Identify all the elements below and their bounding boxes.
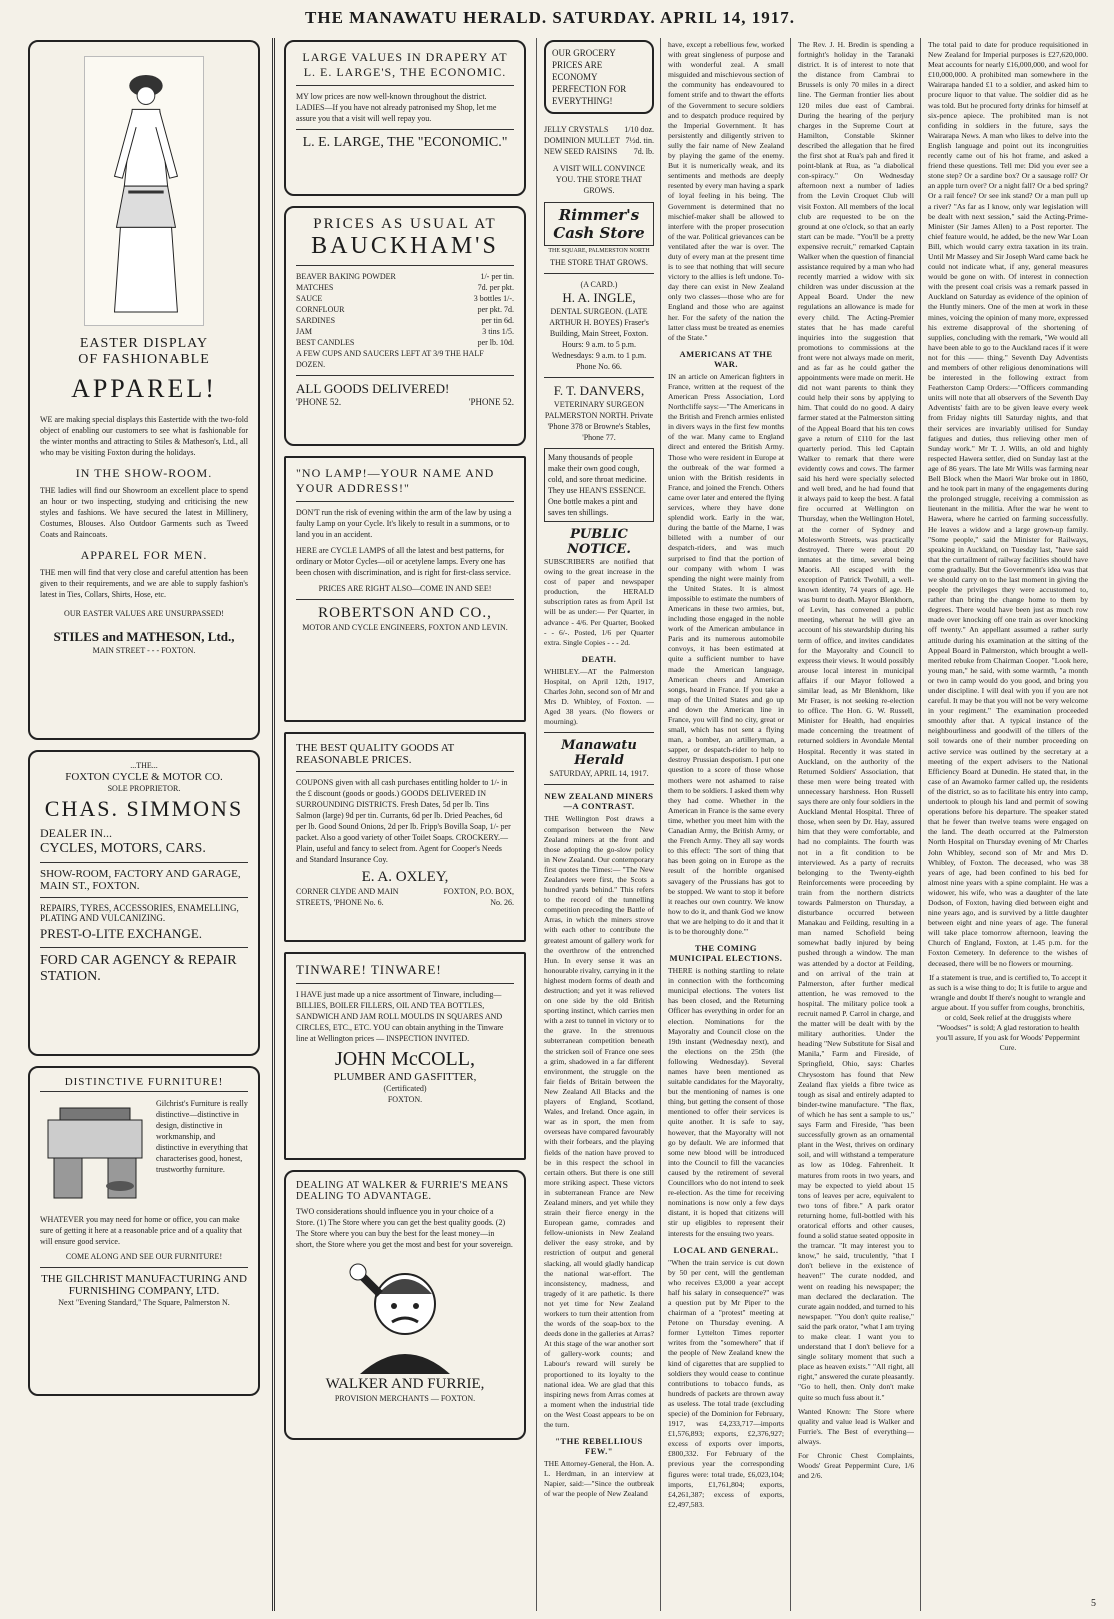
lamp-text-1: DON'T run the risk of evening within the arm of the law by using a faulty Lamp on your Cycle. It's likely to result in a summons, or to land you in an accident. — [296, 508, 512, 539]
stiles-address: MAIN STREET - - - FOXTON. — [92, 646, 196, 655]
bauckham-item-name: BEAVER BAKING POWDER — [296, 272, 396, 281]
walker-trade: PROVISION MERCHANTS — FOXTON. — [334, 1394, 476, 1403]
miners-text: THE Wellington Post draws a comparison between the New Zealand miners at the front and those adopting the go-slow policy in New Zealand. Our contemporary first quotes the Times:— "The New Zealanders were first, the Scots a hundred yards behind." This refers to the record of the tunnelling competition preceding the Battle of Arras, in which the miners strove with each other to contribute the greatest amount of gallery work for the overthrow of the entrenched Hun. In every sense it was an honourable rivalry, carrying in it the highest modern forms of death and destruction; and yet it was relieved on one side by the old British sporting instinct, which carries men with a zest to tunnel in victory or to the grave. In the strenuous subterranean competition beneath the stricken soil of France one sees a grim, shadowed in a far different environment, the struggle on the fair fields of Britain between the New Zealand All Blacks and the players of England, Scotland, Wales, and Ireland. Once again, in war as in sport, the men from overseas have compared favourably with their forbears, and the playing fields of the nation have proved to be in this respect the school in certain others. But there is one still more striking aspect. These victors in subterranean France are New Zealand miners, and yet while they strain their fierce energy in the European game, comrades and fellow-unionists in New Zealand deliver the easy stroke, and by restriction of output and general slacking, all would gladly handicap the national war-effort. The inconsistency, madness, and tragedy of it are pathetic. Is there not yet time for New Zealand workers to turn their attention from the words of the soap-box to the deeds done in the galleries at Arras? At this stage of the war another sort of gallery-work counts; and Labour's reward will surely be proportioned to its loyalty to the national idea. We are glad that this inspiring news from Arras comes at a moment when the industrial tide on the West Coast appears to be on the turn. — [544, 814, 654, 1430]
bauckham-item-price: 1/- per tin. — [480, 272, 514, 281]
bauckham-row — [296, 337, 514, 348]
thinking-man-illustration — [320, 1254, 490, 1374]
bauckham-ad — [284, 206, 526, 446]
desk-illustration — [40, 1098, 150, 1208]
bauckham-title: PRICES AS USUAL AT — [313, 216, 497, 232]
furniture-text: Gilchrist's Furniture is really distinctive—distinctive in design, distinctive in workmanship, and distinctive in everything that characterises good, honest, trustworthy furniture. — [156, 1099, 248, 1174]
herald-date: SATURDAY, APRIL 14, 1917. — [549, 769, 649, 779]
oxley-text: COUPONS given with all cash purchases entitling holder to 1/- in the £ discount (goods or goods.) GOODS DELIVERED IN SURROUNDING DISTRICTS. Fresh Dates, 5d per lb. Tins Salmon (large) 9d per tin. Currants, 6d per lb. Dried Peaches, 6d per lb. Good Sound Onions, 2d per lb. Fripp's Bovilla Soap, 1/- per packet. Also a good variety of other Toilet Soaps. CROCKERY.—Plain, useful and fancy to select from. Agent for Cooper's Needs and Standard Insurance Coy. — [296, 778, 511, 864]
cycle-prest: PREST-O-LITE EXCHANGE. — [40, 926, 203, 941]
easter-values: OUR EASTER VALUES ARE UNSURPASSED! — [64, 609, 224, 618]
large-text: MY low prices are now well-known throughout the district. LADIES—If you have not already patronised my Shop, let me assure you that a visit will well repay you. — [296, 92, 497, 123]
chronic-chest: For Chronic Chest Complaints, Woods' Great Peppermint Cure, 1/6 and 2/6. — [798, 1451, 914, 1481]
walker-text: TWO considerations should influence you in your choice of a Store. (1) The Store where you can get the best quality goods. (2) The Store where you can buy the best for the least money—in short, the Store where you get the most and best for your sovereign. — [296, 1207, 513, 1249]
foxton-cycle-ad — [28, 750, 260, 1056]
grocery-row — [544, 135, 654, 146]
cycle-dealer: DEALER IN... — [40, 826, 112, 840]
mccoll-cert: (Certificated) — [383, 1084, 427, 1093]
easter-line-2: OF FASHIONABLE — [78, 352, 210, 367]
column-5-text: The Rev. J. H. Bredin is spending a fortnight's holiday in the Taranaki district. It is of interest to note that the distance from Cambrai to Brussels is only 70 miles in a direct line. The German frontier lies about 120 miles due east of Cambrai. During the hearing of the perjury charges in the Supreme Court at Hamilton, Constable Skinner described the allegation that he fired the first shot at Rua's pah and fired it point-blank at Rua, as "a diabolical con-spiracy." On Wednesday afternoon next a number of ladies from the Levin Croquet Club will visit Foxton. All members of the local club are requested to be on the ground at one o'clock, so that an early start can be made. "You'll be a pretty expensive recruit," remarked Captain Walker when the question of financial assistance required by a man who had recently married a widow with six children was under discussion at the Appeal Board. Under the new regulations an allowance is made for every child. The Acting-Premier states that he has made careful inquiries into the suggestion that promotions to commissions at the front were not always made on merit, and as far as he could gather the appointments were made on merit. He did not want parents to think they could help their sons by applying to him. That could do no good. A dairy farmer stated at the Palmerston sitting of the Appeal Board that his ten cows gave a return of £110 for the last quarterly period. This led Captain Walker to remark that there were evidently cows and cows. The farmer said his herd were specially selected and well bred, and he had found that it always paid to keep the best. A fatal fire occurred at Wellington on Thursday, when the Wellington Hotel, at the corner of Sydney and Molesworth Streets, was practically destroyed. There were about 20 inmates at the time, several being Maoris. All escaped with the exception of Patrick Twohill, a well-known identity, 74 years of age. He was burnt to death. Mayor Blenkhorn, of Levin, has convened a public meeting, whereat he will give an account of his stewardship during his term of office, and invites candidates for the Mayoralty and Council to express their views. It would possibly arouse local interest in municipal affairs if our Mayor followed a similar lead, as Mr Blenkhorn, like Mr Fraser, is not seeking re-election to office. The Hon. G. W. Russell, Minister for Health, had enquiries made concerning the treatment of returned soldiers in Avondale Mental Hospital. Recently it was stated in Auckland, on the authority of the Returned Soldiers' Association, that these men were being treated with unnecessary harshness. Hon Russell says there are only four soldiers in the Auckland Mental Hospital. Three of those, when seen by Dr. Hay, assured him that they were comfortable, and had no complaints. The fourth was not in a fit condition to be interviewed. As a party of recruits belonging to the Twenty-eighth Reinforcements were proceeding by train from the northern districts towards Palmerston on Thursday, a disturbance occurred between Manakau and Feilding, resulting in a man named Schofield being somewhat badly injured by being pushed through a window. The man was attended by a doctor at Feilding, and on arrival of the train at Palmerston, after further medical attention, he was removed to the hospital. The military police took a recruit named P. Carrol in charge, and the matter will be dealt with by the military authorities. Under the heading "New Substitute for Sisal and Manila," Farm and Fireside, of Springfield, Ohio, says: Charles Chrysostom has found that New Zealand flax yields a fibre twice as tough as sisal and entirely adapted to binder-twine manufacture. "The flax, of which he has sent a sample to us," says Farm and Fireside, "has been successfully grown as an ornamental plant in the West, thrives on ordinary soil, and will withstand a temperature as low as 10deg. Fahrenheit. It matures from roots in two years, and may be expected to yield about 15 tons of leaves per acre, equivalent to two tons of fibre." A park orator returning home, full-bottled with his oratorical efforts and other causes, found a solid statue seated opposite in the tramcar. "It may interest you to know," he said, truculently, "that I don't believe in the existence of heaven!" The curate nodded, and went on reading his newspaper; the man declared the declaration. The curate again nodded, and turned to his newspaper. "You don't quite realise," said the park orator, "what I am trying to make clear. I want you to understand that I don't believe for a single solitary moment that such a place as heaven exists." "All right, all right," answered the curate pleasantly. "Go to hell, then. Only don't make quite so much fuss about it." — [798, 40, 914, 1402]
miners-heading: NEW ZEALAND MINERS—A CONTRAST. — [544, 791, 654, 812]
mccoll-firm: JOHN McCOLL, — [335, 1048, 475, 1070]
bauckham-row — [296, 271, 514, 282]
bauckham-row — [296, 326, 514, 337]
oxley-ad — [284, 732, 526, 942]
cycle-ford: FORD CAR AGENCY & REPAIR STATION. — [40, 953, 237, 984]
lamp-prices: PRICES ARE RIGHT ALSO—COME IN AND SEE! — [318, 584, 492, 593]
fashion-figure-illustration — [84, 56, 204, 326]
municipal-heading: THE COMING MUNICIPAL ELECTIONS. — [669, 943, 783, 964]
bauckham-item-name: BEST CANDLES — [296, 338, 355, 347]
bauckham-item-price: per pkt. 7d. — [477, 305, 514, 314]
mccoll-trade: PLUMBER AND GASFITTER, — [333, 1071, 477, 1083]
bauckham-phone-left: 'PHONE 52. — [296, 397, 342, 407]
column-rule — [536, 38, 537, 1611]
municipal-text: THERE is nothing startling to relate in connection with the forthcoming municipal elections. The voters list has been closed, and the Returning Officer has everything in order for an election. Nominations for the Mayoralty and Council close on the 19th instant (Wednesday next), and the elections on the 25th (the following Wednesday). Several names have been mentioned as suitable candidates for the Mayoralty, but the mentioning of names is one thing, but getting the consent of those mentioned to offer their services is quite another. It is safe to say, however, that the Mayoralty will not go by default. We are informed that some new blood will be introduced into the Council to fill the vacancies caused by the retirement of several Councillors who do not intend to seek re-election. As the time for receiving nominations is now only a few days distant, it is hoped that citizens will stir up eligibles to represent their interests for the ensuing two years. — [668, 966, 784, 1238]
hean-essence-ad: Many thousands of people make their own good cough, cold, and sore throat medicine. They use HEAN'S ESSENCE. One bottle makes a pint and saves ten shillings. — [544, 448, 654, 522]
cycle-goods: CYCLES, MOTORS, CARS. — [40, 841, 206, 856]
grocery-row — [544, 124, 654, 135]
bauckham-item-name: SARDINES — [296, 316, 336, 325]
gilchrist-firm: THE GILCHRIST MANUFACTURING AND FURNISHING COMPANY, LTD. — [41, 1273, 247, 1297]
rebellious-heading: "THE REBELLIOUS FEW." — [555, 1436, 643, 1457]
large-title: LARGE VALUES IN DRAPERY AT L. E. LARGE'S, THE ECONOMIC. — [302, 50, 508, 79]
death-text: WHIBLEY.—AT the Palmerston Hospital, on April 12th, 1917, Charles John, second son of Mr and Mrs D. Whibley, of Foxton. —Aged 38 years. (No flowers or mourning). — [544, 666, 654, 727]
ingle-card: (A CARD.) — [580, 280, 618, 289]
grocery-prices-ad — [544, 40, 654, 114]
walker-firm: WALKER AND FURRIE, — [325, 1376, 485, 1392]
bauckham-price-list — [296, 271, 514, 348]
bauckham-row — [296, 315, 514, 326]
grocery-title: OUR GROCERY PRICES ARE ECONOMY PERFECTION FOR EVERYTHING! — [552, 48, 627, 106]
local-general-heading: LOCAL AND GENERAL. — [673, 1244, 779, 1255]
column-6 — [928, 40, 1088, 1607]
easter-line-3: APPAREL! — [71, 374, 217, 403]
furniture-title: DISTINCTIVE FURNITURE! — [40, 1076, 248, 1092]
grocery-item-price: 7d. lb. — [633, 147, 654, 156]
woods-poem: If a statement is true, and is certified to, To accept it as such is a wise thing to do; It is futile to argue and wrangle and doubt If there's nought to wrangle and argue about. If you suffer from coughs, bronchitis, or cold, Seek relief at the druggists where "Woodses'" is sold; A glad restoration to health you'll assure, If you ask for Woods' Peppermint Cure. — [929, 972, 1087, 1053]
americans-heading: AMERICANS AT THE WAR. — [679, 348, 773, 369]
walker-title: DEALING AT WALKER & FURRIE'S MEANS DEALING TO ADVANTAGE. — [296, 1180, 509, 1202]
oxley-address-left: CORNER CLYDE AND MAIN STREETS, 'PHONE No. 6. — [296, 887, 399, 907]
men-heading: APPAREL FOR MEN. — [80, 548, 208, 562]
bauckham-cups: A FEW CUPS AND SAUCERS LEFT AT 3/9 THE HALF DOZEN. — [296, 349, 484, 369]
lamp-title: "NO LAMP!—YOUR NAME AND YOUR ADDRESS!" — [296, 466, 495, 495]
danvers-name: F. T. DANVERS, — [553, 383, 645, 398]
bauckham-item-name: CORNFLOUR — [296, 305, 345, 314]
grocery-visit: A VISIT WILL CONVINCE YOU. THE STORE THAT GROWS. — [552, 164, 646, 195]
bauckham-item-price: per lb. 10d. — [477, 338, 514, 347]
death-heading: DEATH. — [581, 653, 617, 664]
column-1 — [28, 40, 260, 1607]
cycle-company: FOXTON CYCLE & MOTOR CO. — [65, 771, 223, 783]
bauckham-item-price: 7d. per pkt. — [477, 283, 514, 292]
cycle-showroom: SHOW-ROOM, FACTORY AND GARAGE, MAIN ST., FOXTON. — [40, 868, 241, 892]
cycle-sole: SOLE PROPRIETOR. — [107, 784, 181, 793]
bauckham-delivered: ALL GOODS DELIVERED! — [296, 381, 450, 396]
column-rule — [790, 38, 791, 1611]
bauckham-item-name: SAUCE — [296, 294, 323, 303]
bauckham-item-price: 3 tins 1/5. — [482, 327, 514, 336]
cycle-owner: CHAS. SIMMONS — [44, 796, 244, 821]
column-4 — [668, 40, 784, 1607]
bauckham-item-name: MATCHES — [296, 283, 334, 292]
grocery-row — [544, 146, 654, 157]
showroom-heading: IN THE SHOW-ROOM. — [75, 466, 213, 480]
gilchrist-furniture-ad — [28, 1066, 260, 1396]
mccoll-tinware-ad — [284, 952, 526, 1160]
grocery-item-name: JELLY CRYSTALS — [544, 125, 609, 134]
gilchrist-address: Next "Evening Standard," The Square, Palmerston N. — [58, 1298, 230, 1307]
bauckham-item-name: JAM — [296, 327, 313, 336]
page-number: 5 — [1091, 1598, 1096, 1609]
mccoll-town: FOXTON. — [387, 1095, 423, 1104]
grocery-item-name: DOMINION MULLET — [544, 136, 620, 145]
grocery-item-name: NEW SEED RAISINS — [544, 147, 618, 156]
cycle-repairs: REPAIRS, TYRES, ACCESSORIES, ENAMELLING, PLATING AND VULCANIZING. — [40, 903, 239, 923]
oxley-firm: E. A. OXLEY, — [361, 869, 449, 885]
furniture-come: COME ALONG AND SEE OUR FURNITURE! — [65, 1252, 223, 1261]
easter-display-ad — [28, 40, 260, 740]
large-drapery-ad — [284, 40, 526, 196]
easter-intro: WE are making special displays this Eastertide with the two-fold object of enabling our customers to see what is fashionable for the winter months and attracting to Stiles & Matheson's, Ltd., all who may be visiting Foxton during the holidays. — [40, 415, 248, 457]
furniture-whatever: WHATEVER you may need for home or office, you can make sure of getting it here at a reasonable price and of a quality that will ensure good service. — [40, 1215, 242, 1246]
herald-title: Manawatu Herald — [561, 738, 637, 769]
bauckham-row — [296, 293, 514, 304]
oxley-title: THE BEST QUALITY GOODS AT REASONABLE PRICES. — [296, 742, 455, 766]
robertson-firm: ROBERTSON AND CO., — [318, 605, 492, 621]
ingle-name: H. A. INGLE, — [562, 290, 636, 305]
walker-furrie-ad — [284, 1170, 526, 1440]
rebellious-text: THE Attorney-General, the Hon. A. L. Herdman, in an interview at Napier, said:—"Since the outbreak of war the people of New Zealand — [544, 1459, 654, 1499]
rebellious-continued: have, except a rebellious few, worked with great singleness of purpose and with wonderful zeal. A small misguided and mischievous section of the community has endeavoured to foment strife and to thwart the efforts of the Government to secure soldiers and to despatch produce required by the Imperial Government. It has persistently and diligently striven to sully the fair name of New Zealand by playing the game of the enemy. But it is numerically weak, and its sentiments and methods are deeply resented by every man having a spark of loyal feeling in his being. The Government is determined that no mischief-maker shall be allowed to interfere with the proper prosecution of the war. Political grievances can be ventilated after the war is over. The duty of every man at the present time is to see that nothing that will secure victory to the allies is left undone. To-day there can exist in New Zealand only two classes—those who are for England and those who are against her. For the safety of the nation the latter class must be treated as enemies of the State." — [668, 40, 784, 342]
tinware-title: TINWARE! TINWARE! — [296, 962, 442, 977]
bauckham-row — [296, 282, 514, 293]
rimmers-tag: THE STORE THAT GROWS. — [550, 258, 648, 267]
rimmers-sub: THE SQUARE, PALMERSTON NORTH — [548, 248, 650, 254]
column-5 — [798, 40, 914, 1607]
tinware-text: I HAVE just made up a nice assortment of Tinware, including— BILLIES, BOILER FILLERS, OIL AND TEA BOTTLES, SANDWICH AND JAM ROLL MOULDS IN SQUARES AND CIRCLES, ETC., ETC. YOU can obtain anything in the Tinware line at Wellington prices — INSPECTION INVITED. — [296, 990, 504, 1043]
column-6-text: The total paid to date for produce requisitioned in New Zealand for Imperial purposes is £27,620,000. Meat accounts for nearly £16,000,000, and wool for £10,000,000. A prohibited man somewhere in the Wairarapa handed £1 to a soldier, and asked him to procure liquor to that value. The soldier did as he was told. But he procured forty drinks for himself at six-pence apiece. The prohibited man is not confiding in soldiers in the future, says the Wairarapa News. A man who likes to delve into the English language and point out its incongruities recently came out of his hot frame, and asked a friend these questions. Tell me: Did you ever see a stone step? Or a sardine box? Or a sausage roll? Or an apple turn over? Or a night fall? Or a bed spring? Or a rail fence? Or see ink stand? Or a man pull up a river? "As far as I know, only war legislation will be dealt with next session," said the Acting-Prime-Minister (Sir James Allen) to a Post reporter. The chief feature would, he added, be the new War Loan Bill, which would carry extra taxation in its train. Until Mr Massey and Sir Joseph Ward came back he could not indicate what, if any, general measures would be gone on with. Of interest in connection with the present coal crisis was a remark passed in Auckland on Saturday as evidence of the opinion of the Huntly miners. One of the men at work in these mines, voicing the opinion of many more, expressed his extreme disapproval of the shortening of supplies, concluding with the remark, "We would all have been able to go to the Auckland races if it were not for this —— thing." Seventh Day Adventists and members of other religious denominations will be interested in the following extract from Featherston Camp Orders:—"Officers commanding units will note that all observers of the Seventh Day Adventists' faith are to be given leave every week from Friday nights till Saturday nights, and that their services are invariably utilised for Sunday fatigues and duties, thus relieving other men of Sunday work." Mr T. J. Wills, an old and highly respected Hawera settler, died on Sunday last at the age of 86 years. The late Mr Wills was farming near Bell Block when the Maori War broke out in 1860, and he took part in many of the engagements during the prolonged struggle, receiving a commission as lieutenant in the militia. After the war he went to Hawera, where he carried on farming successfully. He leaves a widow and a large grown-up family. "Some people," said the Minister for Railways, speaking in Auckland, on Tuesday last, "have said that the curtailment of railway facilities should have come gradually. But the Government's idea was that we should carry on to the last moment in giving the people the privileges they were accustomed to, rather than bring the change home to them by degrees. There would have been just as much row made over knocking off one train as over knocking off twenty." An appellant assumed a rather surly attitude during his examination at the sitting of the Appeal Board in Palmerston, which brought a well-merited rebuke from Chairman Cooper. "Look here, young man," he said, with some warmth, "a month or two in camp would do you good, and bring you under discipline. I will deal with you if you are not careful. It may be that you will not be very welcome in your regiment." The examination proceeded smoothly after that. A typical instance of the neighbourliness and goodwill of the tillers of the soil towards one of their number proceeding on active service was outlined by the secretary at a meeting of the expert advisers to the National Efficiency Board at Dunedin. He stated that, in the case of an Awamoko farmer called up, the residents of the district, so as to facilitate his entry into camp, undertook to plough his land and permit of sowing operations before his departure. The speaker stated that he fewer than twelve teams were engaged on the land. The death occurred at the Palmerston North Hospital on Thursday evening of Mr Charles John Whibley, second son of Mr and Mrs D. Whibley, of Foxton. The deceased, who was 38 years of age, had been confined to his bed for almost nine years with a spine complaint. He was a widower, his wife, who was a daughter of the late Dodson, of Foxton, having died between eight and nine years ago, and is survived by a little daughter between eight and nine years of age. The funeral will take place tomorrow afternoon, leaving the Church of England, Foxton, at 1.45 p.m. for the Foxton Cemetery. In deference to the wishes of deceased, there will be no flowers or mourning. — [928, 40, 1088, 968]
bauckham-row — [296, 304, 514, 315]
masthead: THE MANAWATU HERALD. SATURDAY. APRIL 14, 1917. — [305, 8, 795, 27]
cycle-the: ...THE... — [130, 761, 158, 770]
bauckham-item-price: 3 bottles 1/-. — [473, 294, 514, 303]
column-rule — [272, 38, 275, 1611]
robertson-lamp-ad — [284, 456, 526, 722]
showroom-text: THE ladies will find our Showroom an excellent place to spend an hour or two inspecting, studying and criticising the new styles and fashions. We have secured the latest in Millinery, Costumes, Blouses. Also Outdoor Garments such as Tweed Coats and Raincoats. — [40, 486, 248, 539]
ingle-text: DENTAL SURGEON. (LATE ARTHUR H. BOYES) Fraser's Building, Main Street, Foxton. Hours: 9 a.m. to 5 p.m. Wednesdays: 9 a.m. to 1 p.m. Phone No. 66. — [549, 307, 649, 371]
americans-text: IN an article on American fighters in France, written at the request of the American Press Association, Lord Northcliffe says:—"The Americans in the British and French armies enlisted in divers ways in the first few months of the war. Many came to England direct and entered the British Army. Those who were resident in Europe at the outbreak of the war formed a union with the British residents in France, and joined the French. Others came over later and entered the flying services, where they have done splendid work. Early in the war, during the battle of the Marne, I was billeted with a number of our despatch-riders, and was much surprised to find that the portion of our company with whom I was spending the night were mainly from the United States. It is almost impossible to estimate the numbers of Americans in these two armies, but, including those engaged in the noble work of the American ambulance in Paris and its numerous automobile convoys, it has been estimated at quite a sufficient number to have made the American language, American cheers and American songs, heard in France. If you take a map of the United States and go up and down the American line in France, you will find no city, great or small, which has not sent a flying man, a bomber, an artilleryman, a sapper, or despatch-rider to help to destroy Prussian despotism. I put one question to a score of those whose mothers were not ashamed to raise them to be soldiers. I asked them why they had come. Whether in the American in France is the same every time, whether you meet him with the Canadian Army, the British Army, or the French Army. They all say words to this effect: 'The sort of thing that has been going on in Europe as the result of the horrible organised savagery of the Prussians has got to be stopped. We want to stop it before it reaches our own country. We know how to do it, and thank God we know that we are helping to do it and that it is to be thoroughly done.'" — [668, 371, 784, 936]
grocery-item-price: 1/10 doz. — [624, 125, 654, 134]
wanted-known: Wanted Known: The Store where quality and value lead is Walker and Furrie's. The Best of everything—always. — [798, 1406, 914, 1446]
column-rule — [660, 38, 661, 1611]
column-rule — [920, 38, 921, 1611]
local-general-text: "When the train service is cut down by 50 per cent, will the gentleman who receives £3,000 a year accept half his salary in consequence?" was a question put by Mr Piper to the chairman of a "protest" meeting at Petone on Thursday evening. A former Lyttelton Times reporter writes from the "somewhere" that if the people of New Zealand knew the kind of cigarettes that are supplied to soldiers they would cease to continue contributions to tobacco funds, as hundreds of packets are thrown away as useless. The total trade (excluding specie) of the Dominion for February, 1917, was £4,233,717—imports £1,576,893; exports, £2,376,927; excess of exports over imports, £800,332. For February of the previous year the corresponding figures were: total trade, £6,023,104; imports, £1,761,804; exports, £4,261,387; excess of exports, £2,497,583. — [668, 1257, 784, 1509]
oxley-address-right: FOXTON, P.O. BOX, No. 26. — [443, 887, 514, 907]
stiles-matheson: STILES and MATHESON, Ltd., — [53, 629, 235, 644]
danvers-text: VETERINARY SURGEON PALMERSTON NORTH. Private 'Phone 378 or Browne's Stables, 'Phone 77. — [544, 400, 654, 442]
grocery-item-price: 7½d. tin. — [625, 136, 654, 145]
robertson-trade: MOTOR AND CYCLE ENGINEERS, FOXTON AND LEVIN. — [302, 623, 508, 632]
column-2 — [284, 40, 526, 1607]
large-signature: L. E. LARGE, THE "ECONOMIC." — [302, 135, 508, 150]
public-notice-text: SUBSCRIBERS are notified that owing to the great increase in the cost of paper and newspaper production, the HERALD subscription rates as from April 1st will be as under:— Per Quarter, in advance - 4/6. Per Quarter, Booked - - 6/-. Posted, 1/6 per Quarter extra. Single Copies - - - 2d. — [544, 557, 654, 647]
public-notice-heading: PUBLIC NOTICE. — [567, 527, 631, 557]
bauckham-phone-right: 'PHONE 52. — [468, 397, 514, 407]
rimmers-logo: Rimmer's Cash Store — [544, 202, 654, 246]
bauckham-item-price: per tin 6d. — [481, 316, 514, 325]
bauckham-name: BAUCKHAM'S — [311, 233, 499, 259]
column-3 — [544, 40, 654, 1607]
lamp-text-2: HERE are CYCLE LAMPS of all the latest and best patterns, for ordinary or Motor Cycles—oil or acetylene lamps. Every one has been chosen with discrimination, and is right for first-class service. — [296, 546, 511, 577]
men-text: THE men will find that very close and careful attention has been given to their requirements, and we are able to supply fashion's latest in Ties, Collars, Shirts, Hose, etc. — [40, 568, 248, 599]
grocery-price-list — [544, 124, 654, 157]
easter-line-1: EASTER DISPLAY — [79, 336, 209, 351]
